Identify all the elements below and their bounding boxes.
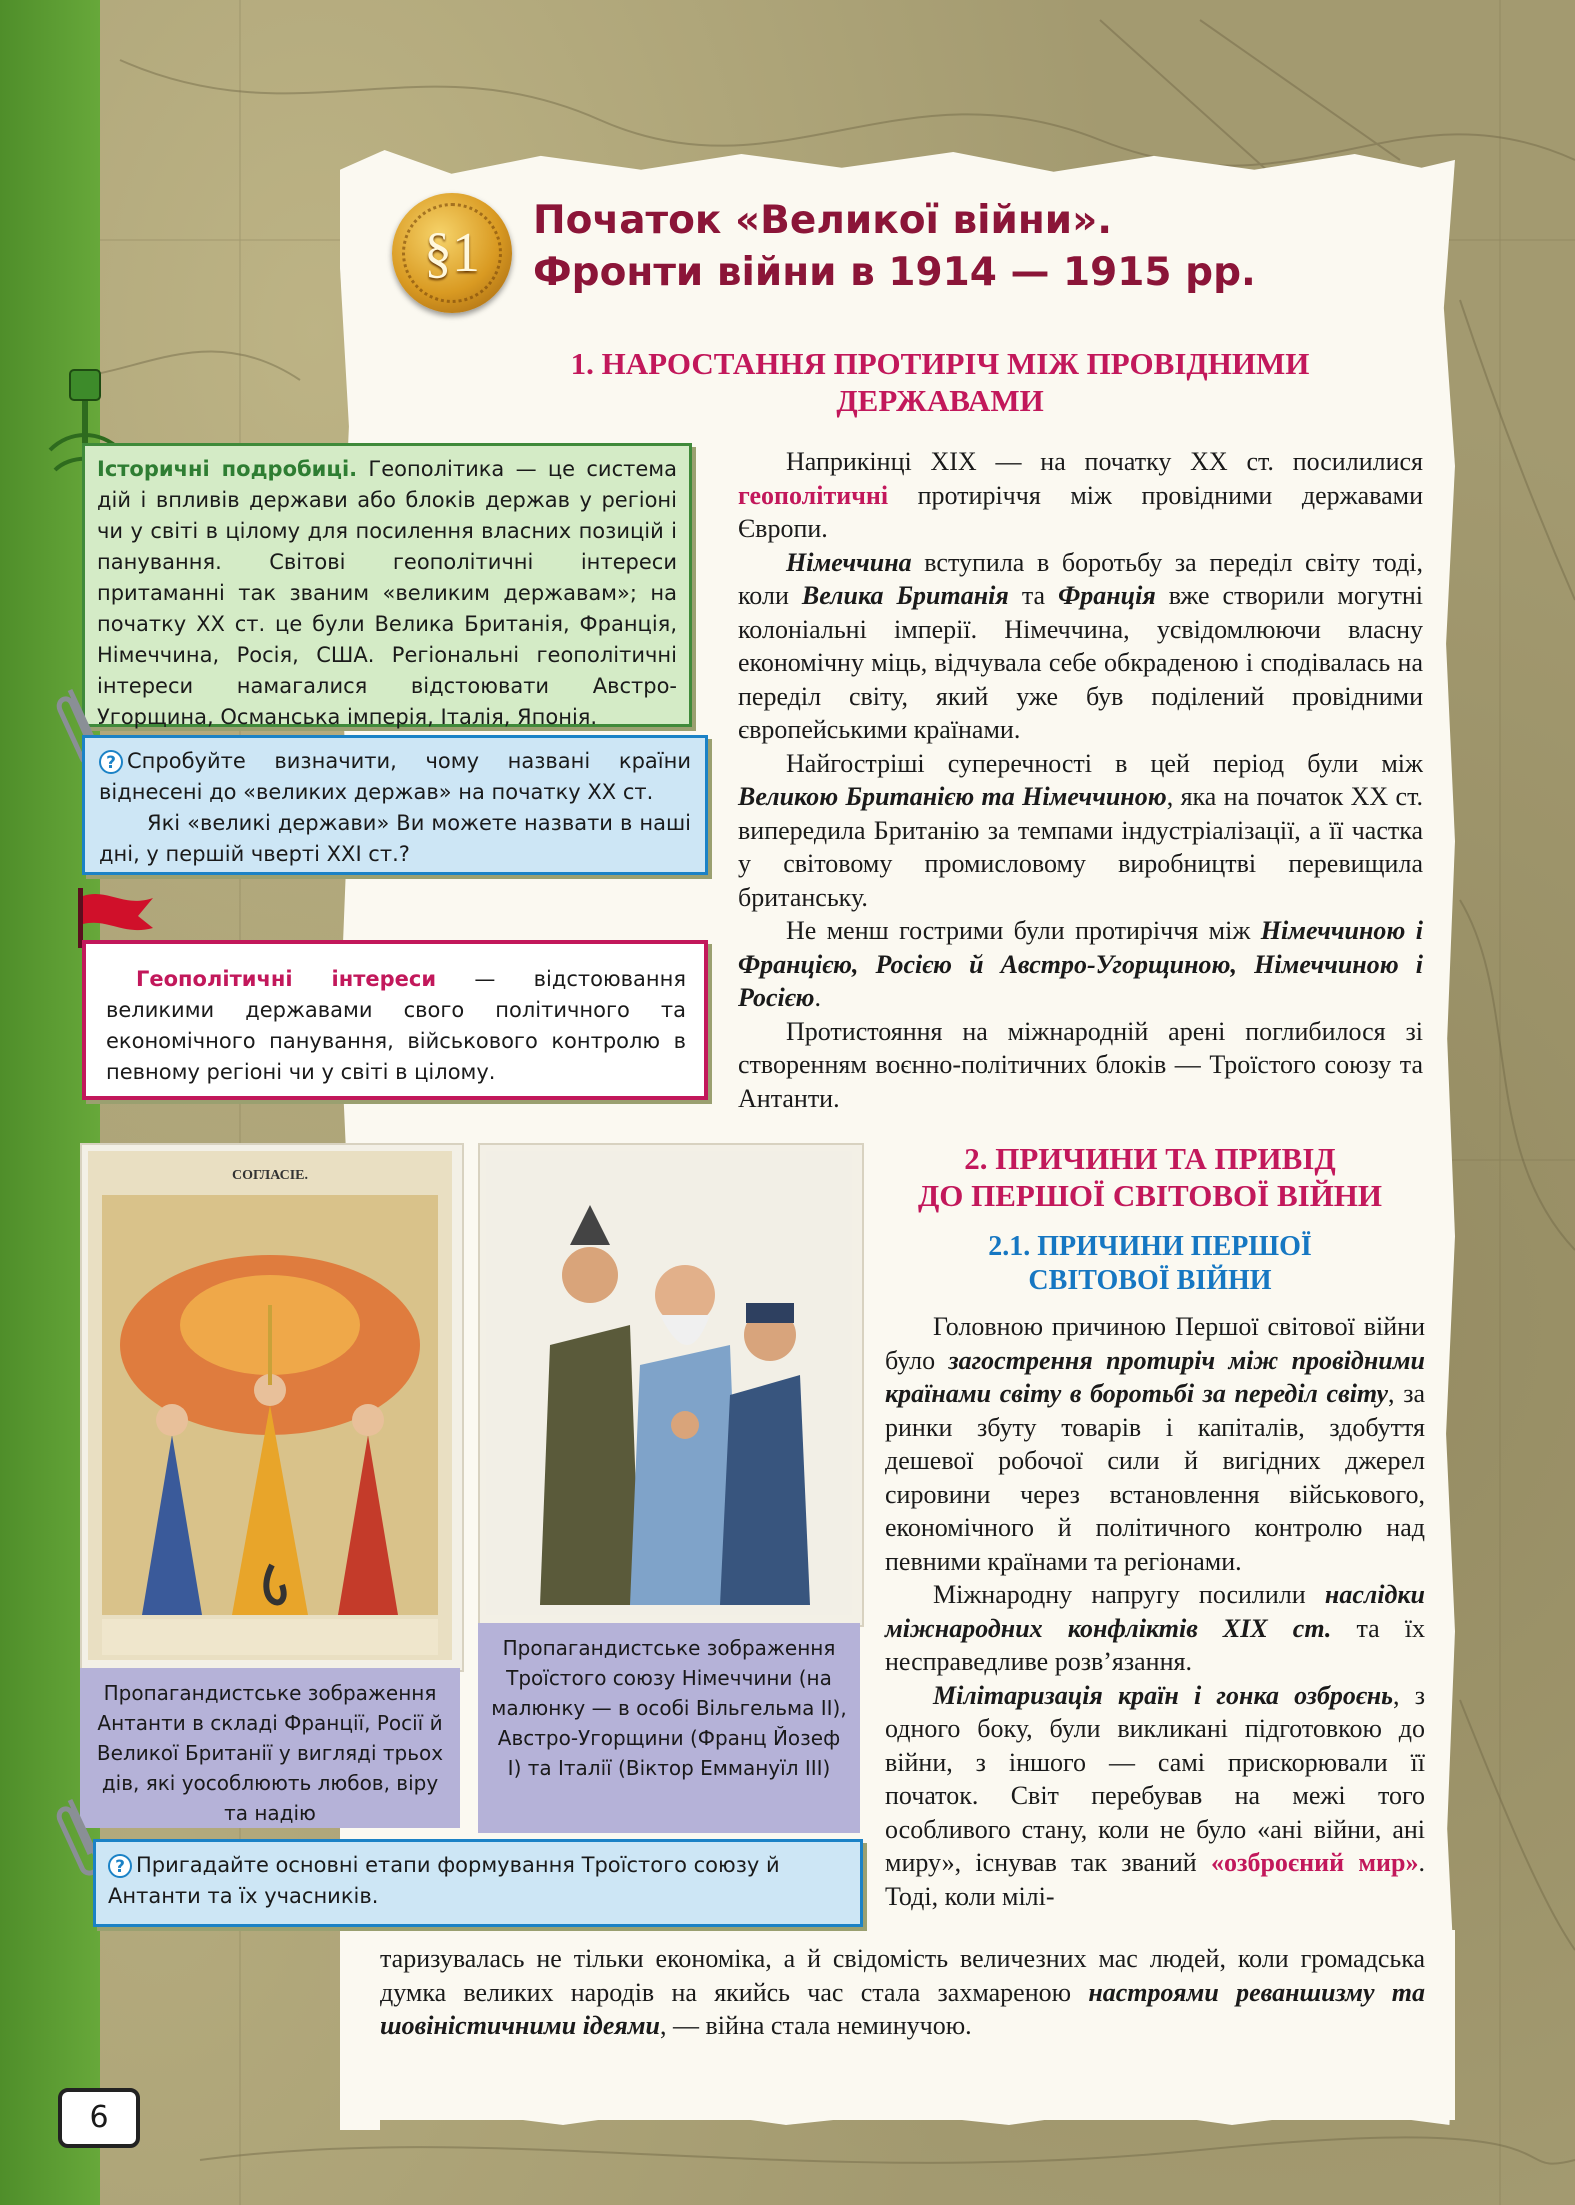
question-box-2 (93, 1839, 863, 1927)
caption-triple-alliance-text: Пропагандистське зображення Троїстого союзу Німеччини (на малюнку — в особі Вільгельма II), Австро-Угорщини (Франц Йозеф I) та Італії (Віктор Еммануїл III) (491, 1636, 847, 1780)
poster-title: СОГЛАСІЕ. (231, 1168, 309, 1183)
text-run: Міжнародну напругу посилили (933, 1580, 1325, 1609)
text-run: , — війна стала неминучою. (660, 2011, 972, 2040)
term-armed-peace: «озброєний мир» (1211, 1848, 1419, 1877)
section-2-heading-line-1: 2. ПРИЧИНИ ТА ПРИВІД (964, 1141, 1336, 1176)
page-number-text: 6 (89, 2100, 109, 2135)
text-run: наслідки міжнародних конфліктів XIX ст. (885, 1580, 1425, 1643)
text-run: Мілітаризація країн і гонка озброєнь (933, 1680, 1394, 1710)
text-run: . Тоді, коли мілі- (885, 1848, 1425, 1911)
paragraph (738, 546, 1423, 747)
text-run: та (1008, 581, 1059, 610)
entente-poster-frame (80, 1143, 464, 1672)
section-2-text (885, 1310, 1425, 1913)
title-line-2: Фронти війни в 1914 — 1915 рр. (533, 250, 1256, 295)
text-run: протиріччя між провідними державами Європи. (738, 480, 1423, 543)
paragraph (738, 914, 1423, 1015)
text-run: Франція (1058, 581, 1156, 610)
question-box-1 (82, 735, 708, 875)
paragraph (738, 747, 1423, 915)
definition-box (82, 940, 708, 1100)
paragraph (738, 445, 1423, 546)
definition-text: — відстоювання великими державами свого політичного та економічного панування, військового контролю в певному регіоні чи у світі в цілому. (106, 967, 686, 1084)
historical-details-label: Історичні подробиці. (97, 457, 358, 481)
text-run: та їх несправедливе розв’язання. (885, 1613, 1425, 1676)
definition-term: Геополітичні інтереси (136, 967, 437, 991)
question-1-line-1: Спробуйте визначити, чому названі країни віднесені до «великих держав» на початку XX ст. (99, 749, 691, 804)
paragraph (738, 1015, 1423, 1116)
paragraph (885, 1310, 1425, 1578)
flag-icon (68, 888, 158, 948)
triple-alliance-image (480, 1145, 858, 1621)
paragraph (380, 1942, 1425, 2043)
text-run: , за ринки збуту товарів і капіталів, здобуття дешевої робочої сили й вигідних джерел сировини через встановлення військового, економічного й політичного контролю над певними країнами та регіонами. (885, 1379, 1426, 1576)
paragraph (885, 1578, 1425, 1679)
question-2-text: Пригадайте основні етапи формування Троїстого союзу й Антанти та їх учасників. (108, 1853, 780, 1908)
text-run: Великою Британією та Німеччиною (738, 782, 1167, 811)
text-run: Наприкінці XIX — на початку XX ст. посилилися (786, 447, 1423, 476)
text-run: вже створили могутні колоніальні імперії. Німеччина, усвідомлюючи власну економічну міць, відчувала себе обкраденою і сподівалась на переділ світу, який уже був поділений провідними європейськими країнами. (738, 581, 1424, 744)
historical-details-text: Геополітика — це система дій і впливів держави або блоків держав у регіоні чи у світі в цілому для посилення власних позицій і панування. Світові геополітичні інтереси притаманні так званим «великим державам»; на початку XX ст. це були Велика Британія, Франція, Німеччина, Росія, США. Регіональні геополітичні інтереси намагалися відстоювати Австро-Угорщина, Османська імперія, Італія, Японія. (97, 457, 677, 729)
section-2-1-heading-line-2: СВІТОВОЇ ВІЙНИ (1028, 1265, 1272, 1296)
paragraph-badge (392, 193, 512, 313)
caption-entente-text: Пропагандистське зображення Антанти в складі Франції, Росії й Великої Британії у вигляді трьох дів, які уособлюють любов, віру та надію (96, 1681, 444, 1825)
page-number (58, 2088, 140, 2148)
section-2-1-heading-line-1: 2.1. ПРИЧИНИ ПЕРШОЇ (988, 1231, 1312, 1262)
historical-details-box (82, 443, 692, 727)
section-2-1-heading (880, 1230, 1420, 1298)
text-run: загострення протиріч між провідними країнами світу в боротьбі за переділ світу (885, 1345, 1425, 1408)
text-run: Не менш гострими були протиріччя між (786, 916, 1261, 945)
text-run: Протистояння на міжнародній арені поглибилося зі створенням воєнно-політичних блоків — Троїстого союзу та Антанти. (738, 1016, 1423, 1113)
section-1-heading-line-2: ДЕРЖАВАМИ (836, 383, 1044, 418)
triple-alliance-image-frame (478, 1143, 864, 1627)
title-line-1: Початок «Великої війни». (533, 198, 1113, 243)
text-run: Велика Британія (801, 581, 1009, 610)
text-run: . (814, 983, 821, 1012)
text-run: таризувалась не тільки економіка, а й свідомість величезних мас людей, коли громадська думка великих народів на якийсь час стала захмареною (380, 1944, 1425, 2007)
caption-triple-alliance (478, 1623, 860, 1833)
question-1-line-2: Які «великі держави» Ви можете назвати в наші дні, у першій чверті XXI ст.? (99, 811, 691, 866)
section-1-heading (470, 345, 1410, 419)
section-1-heading-line-1: 1. НАРОСТАННЯ ПРОТИРІЧ МІЖ ПРОВІДНИМИ (570, 346, 1310, 381)
text-run: Головною причиною Першої світової війни було (885, 1312, 1425, 1375)
entente-poster-image (82, 1145, 458, 1666)
text-run: , яка на початок XX ст. випередила Британію за темпами індустріалізації, а її частка у світовому промисловому виробництві перевищила британську. (738, 782, 1423, 912)
text-run: настроями реваншизму та шовіністичними ідеями (380, 1977, 1425, 2040)
section-2-heading-line-2: ДО ПЕРШОЇ СВІТОВОЇ ВІЙНИ (917, 1178, 1383, 1213)
text-run: Німеччиною і Францією, Росією й Австро-Угорщиною, Німеччиною і Росією (738, 916, 1424, 1012)
text-run: вступила в боротьбу за переділ світу тоді, коли (738, 547, 1423, 610)
question-icon: ? (99, 750, 123, 774)
paragraph-badge-text: §1 (424, 222, 480, 284)
caption-entente (80, 1668, 460, 1828)
paragraph (885, 1679, 1425, 1914)
term-geopolitical: геополітичні (738, 480, 889, 510)
section-1-text (738, 445, 1423, 1115)
page-title (533, 195, 1413, 299)
text-run: Найгостріші суперечності в цей період були між (786, 748, 1423, 778)
text-run: , з одного боку, були викликані підготовкою до війни, з іншого — самі прискорювали її початок. Світ перебував на межі того особливого стану, коли не було «ані війни, ані миру», існував так званий (885, 1680, 1425, 1877)
section-2-heading (880, 1140, 1420, 1214)
text-run: Німеччина (786, 547, 912, 577)
section-2-text-full-width (380, 1942, 1425, 2043)
question-icon-2: ? (108, 1854, 132, 1878)
